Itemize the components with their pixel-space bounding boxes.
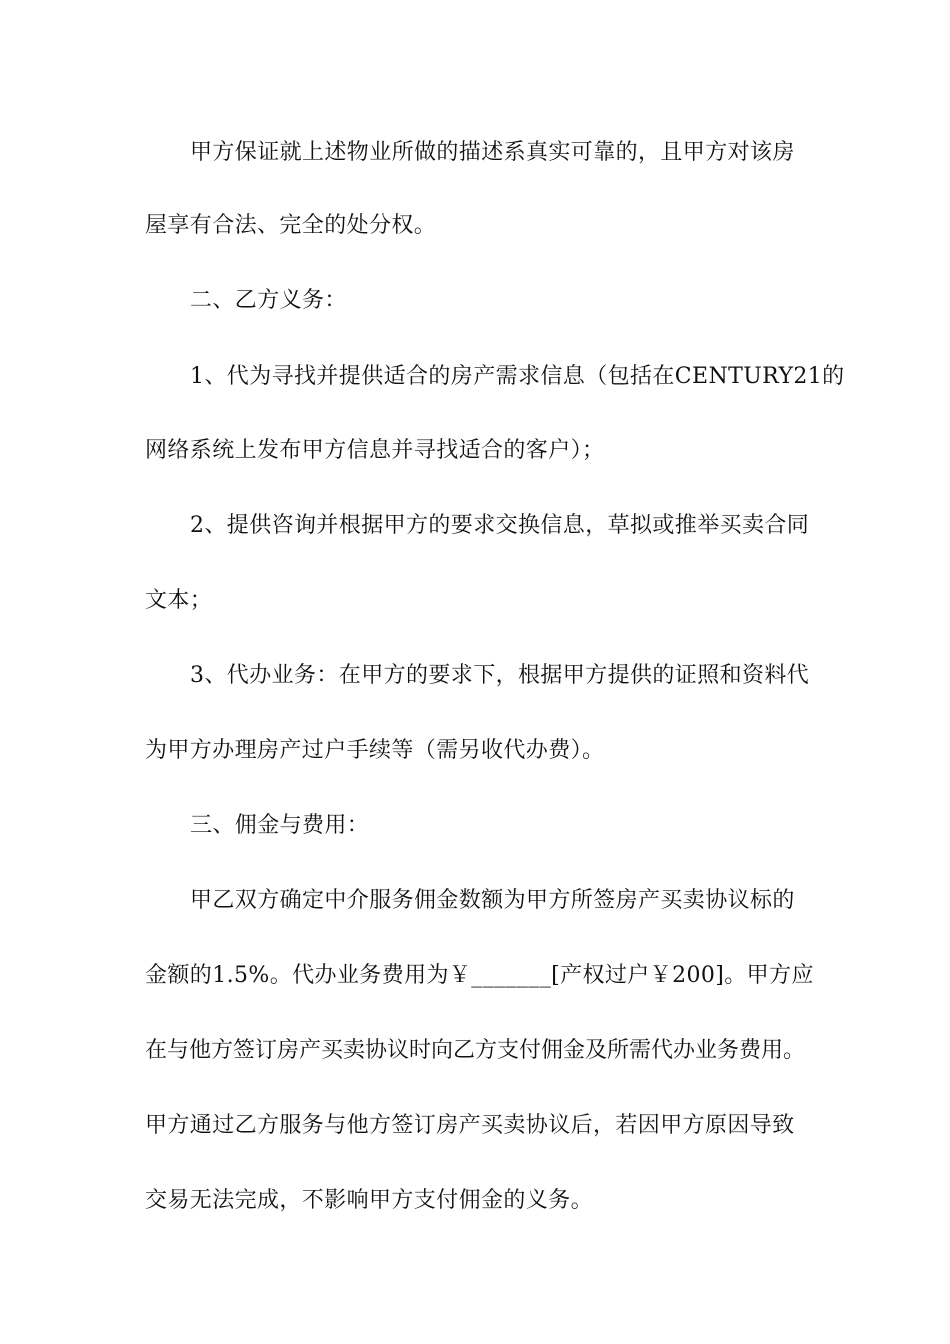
paragraph-line: 甲方保证就上述物业所做的描述系真实可靠的，且甲方对该房 — [190, 140, 795, 165]
paragraph-line: 金额的1.5%。代办业务费用为￥_______[产权过户￥200]。甲方应 — [145, 963, 814, 988]
list-item: 2、提供咨询并根据甲方的要求交换信息，草拟或推举买卖合同 — [190, 513, 810, 538]
paragraph-line: 为甲方办理房产过户手续等（需另收代办费）。 — [145, 738, 605, 763]
paragraph-line: 网络系统上发布甲方信息并寻找适合的客户）； — [145, 438, 605, 463]
paragraph-line: 甲乙双方确定中介服务佣金数额为甲方所签房产买卖协议标的 — [190, 888, 795, 913]
paragraph-line: 文本； — [145, 588, 213, 613]
section-heading: 二、乙方义务： — [190, 288, 347, 313]
paragraph-line: 甲方通过乙方服务与他方签订房产买卖协议后，若因甲方原因导致 — [145, 1113, 795, 1138]
paragraph-line: 屋享有合法、完全的处分权。 — [145, 213, 437, 238]
paragraph-line: 在与他方签订房产买卖协议时向乙方支付佣金及所需代办业务费用。 — [145, 1038, 806, 1063]
section-heading: 三、佣金与费用： — [190, 813, 370, 838]
list-item: 1、代为寻找并提供适合的房产需求信息（包括在CENTURY21的 — [190, 364, 845, 389]
paragraph-line: 交易无法完成，不影响甲方支付佣金的义务。 — [145, 1188, 594, 1213]
list-item: 3、代办业务：在甲方的要求下，根据甲方提供的证照和资料代 — [190, 663, 810, 688]
